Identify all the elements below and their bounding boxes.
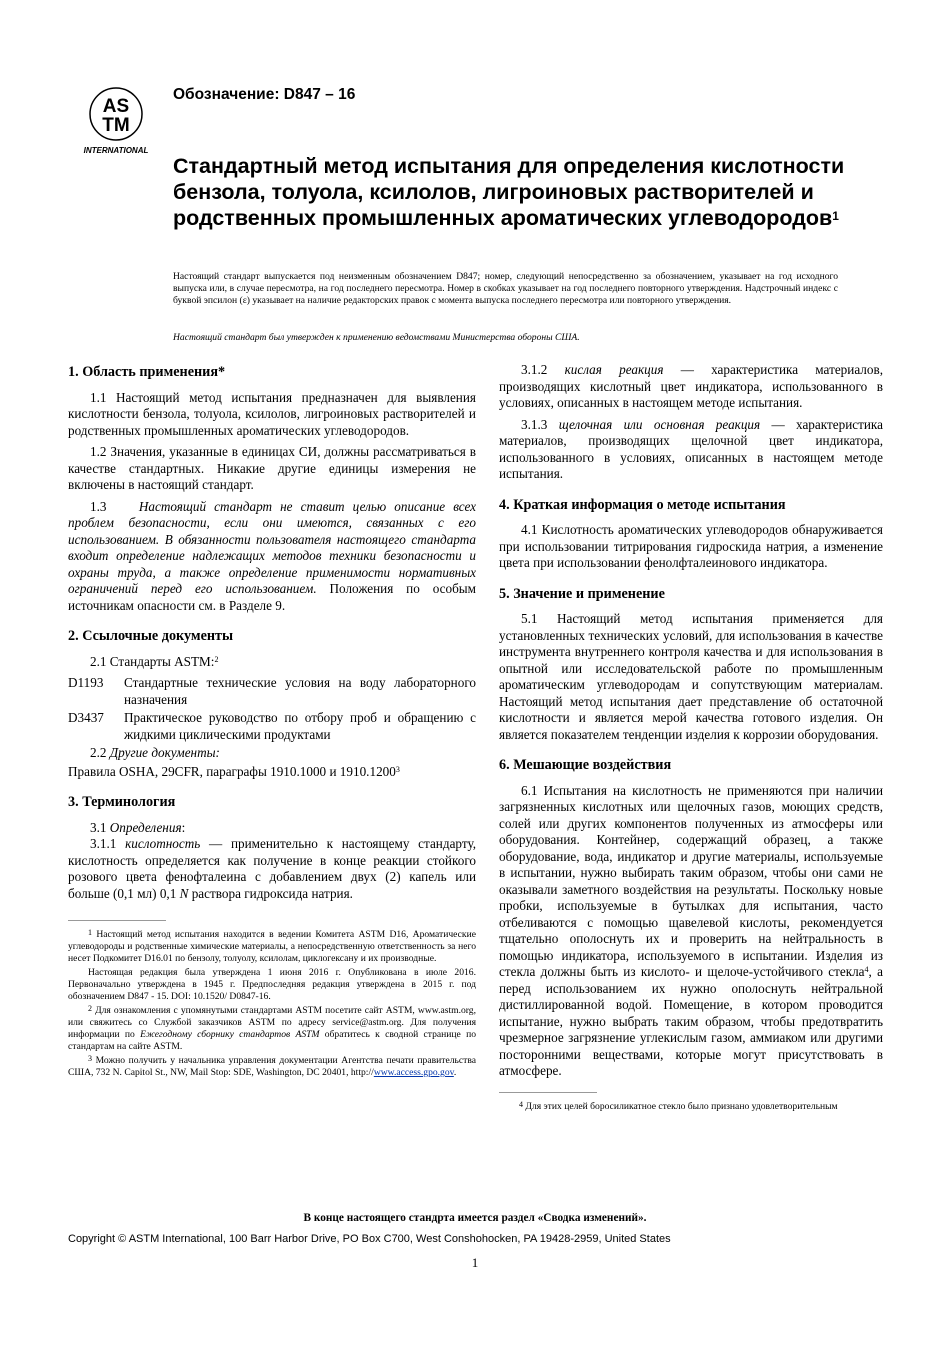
d3-text: — характеристика материалов, производящих щелочной цвет индикатора, использованного в условиях, описанных в настоящем методе испытания. <box>499 416 883 481</box>
footnote-2 <box>68 1005 476 1053</box>
para-2-2-num: 2.2 <box>90 745 107 760</box>
fn4-ref[interactable]: 4 <box>864 965 869 974</box>
d1-end: раствора гидроксида натрия. <box>191 885 353 901</box>
fn1-text: Настоящий метод испытания находится в ведении Комитета ASTM D16, Ароматические углеводороды и родственные химические материалы, а непосредственную ответственность за него несет Подкомитет D16.01 по бензолу, толуолу, ксилолам, циклогексану и их производные. <box>68 929 476 964</box>
fn2-num: 2 <box>88 1004 92 1013</box>
astm-logo-icon <box>74 84 158 158</box>
footnote-1b: Настоящая редакция была утверждена 1 июня 2016 г. Опубликована в июле 2016. Первоначально утверждена в 1945 г. Предпоследняя редакция утверждена в 2015 г. под обозначением D847 - 15. DOI: 10.1520/ D0847-16. <box>68 967 476 1002</box>
ref-d1193-code[interactable]: D1193 <box>68 675 104 690</box>
issuance-notice: Настоящий стандарт выпускается под неизменным обозначением D847; номер, следующий непосредственно за обозначением, указывает на год исходного выпуска или, в случае пересмотра, на год последнего пересмотра. Номер в скобках указывает на год последнего повторного утверждения. Надстрочный индекс с буквой эпсилон (ε) указывает на наличие редакторских правок с момента выпуска последнего пересмотра или повторного утверждения. <box>173 271 838 306</box>
section-1-heading: 1. Область применения* <box>68 364 226 380</box>
title-footnote-ref[interactable]: 1 <box>832 209 839 223</box>
section-6-heading: 6. Мешающие воздействия <box>499 757 672 773</box>
summary-of-changes-note: В конце настоящего стандрта имеется раздел «Сводка изменений». <box>303 1212 647 1224</box>
d2-term: кислая реакция <box>564 362 664 377</box>
footnote-rule-left <box>68 920 166 921</box>
para-6-1-a: 6.1 Испытания на кислотность не применяются при наличии загрязненных кислотных или щелочных газов, моющих средств, солей или других компонентов полученных из атмосферы или оборудования. Контейнер, содержащий образец, а также оборудование, вода, индикатор и другие материалы, используемые в испытании, нужно выбирать таким образом, чтобы они сами не оказывали заметного воздействия на результаты. Поскольку новые пробки, используемые в бутылках для испытания, часто отбеливаются с помощью щавелевой кислоты, рекомендуется тщательно ополоснуть их и проверить на нейтральность в помощью индикатора, используемого в испытании. Изделия из стекла должны быть из кислото- и щелоче-устойчивого стекла <box>499 782 883 979</box>
fn2-text-b: обратитесь к сводной странице по стандартам на сайте ASTM. <box>68 1029 477 1052</box>
d3-term: щелочная или основная реакция <box>558 416 761 432</box>
para-2-2-italic: Другие документы: <box>109 745 220 760</box>
para-2-1 <box>68 654 476 671</box>
left-column <box>68 364 476 1081</box>
para-2-2 <box>68 745 476 762</box>
para-3-1-2 <box>499 362 883 412</box>
para-5-1: 5.1 Настоящий метод испытания применяется для установленных технических условий, для использования в качестве инструмента внутреннего контроля качества и для использования в опытной или исследовательской работе по промышленным ароматическим углеводородам и сопутствующим материалам. Настоящий метод испытания дает представление об остаточной кислотности и является мерой качества готового изделия. Он является показателем тенденции изделия к коррозии оборудования. <box>499 611 883 742</box>
d1-num: 3.1.1 <box>90 836 117 851</box>
d1-text: — применительно к настоящему стандарту, кислотность определяется как получение в конце реакции стойкого розового цвета фенофталеина с добавлением двух (2) капель или больше (0,1 мл) 0,1 <box>68 836 477 901</box>
fn2-ref[interactable]: 2 <box>214 654 219 664</box>
footnote-4 <box>499 1101 883 1113</box>
d1-term: кислотность <box>125 836 201 851</box>
astm-logo <box>74 84 158 158</box>
para-1-3-num: 1.3 <box>90 498 107 514</box>
ref-d3437-code[interactable]: D3437 <box>68 710 104 725</box>
para-6-1-b: , а перед использованием их нужно ополоснуть нейтральной дистиллированной водой. Помещение, в котором проводится испытание, нужно выбрать таким образом, чтобы предотвратить чрезмерное загрязнение углекислым газом, аммиаком или другими посторонними веществами, которые могут присутствовать в атмосфере. <box>499 964 883 1078</box>
fn3-end: . <box>453 1067 457 1078</box>
osha-text: Правила OSHA, 29CFR, параграфы 1910.1000 и 1910.1200 <box>68 763 396 779</box>
para-2-1-text: 2.1 Стандарты ASTM: <box>90 653 215 669</box>
footnote-3 <box>68 1055 476 1079</box>
ref-d3437-text: Практическое руководство по отбору проб и обращению с жидкими циклическими продуктами <box>124 710 476 742</box>
svg-text:AS: AS <box>102 96 130 117</box>
gpo-link[interactable]: www.access.gpo.gov <box>373 1067 454 1078</box>
para-3-1-1 <box>68 836 476 902</box>
section-5-heading: 5. Значение и применение <box>499 585 665 602</box>
para-1-3-rest: Положения по особым источникам опасности см. в Разделе 9. <box>68 581 476 613</box>
svg-text:TM: TM <box>102 115 130 136</box>
d2-text: — характеристика материалов, производящих кислотный цвет индикатора, использованного в условиях, описанных в настоящем методе испытания. <box>499 362 883 410</box>
section-4-heading: 4. Краткая информация о методе испытания <box>499 496 786 513</box>
ref-d3437 <box>68 710 476 743</box>
d1-n: N <box>179 885 189 901</box>
fn4-text: Для этих целей боросиликатное стекло было признано удовлетворительным <box>525 1100 838 1112</box>
footnote-rule-right <box>499 1092 597 1093</box>
d2-num: 3.1.2 <box>521 362 548 377</box>
footnote-1 <box>68 929 476 965</box>
section-3-heading: 3. Терминология <box>68 794 176 810</box>
title-text: Стандартный метод испытания для определения кислотности бензола, толуола, ксилолов, лигроиновых растворителей и родственных промышленных ароматических углеводородов <box>173 154 845 230</box>
para-4-1: 4.1 Кислотность ароматических углеводородов обнаруживается при использовании титрирования гидроскида натрия, а изменение цвета при использовании фенолфталеинового индикатора. <box>499 522 883 570</box>
para-1-3-safety: Настоящий стандарт не ставит целью описание всех проблем безопасности, если они имеются, связанных с его использованием. В обязанности пользователя настоящего стандарта входит определение надлежащих методов техники безопасности и охраны труда, а также определение применимости нормативных ограничений перед его использованием. <box>68 498 476 596</box>
fn3-ref[interactable]: 3 <box>395 764 400 774</box>
fn4-num: 4 <box>519 1099 523 1109</box>
right-column <box>499 362 883 1115</box>
ref-d1193-text: Стандартные технические условия на воду лабораторного назначения <box>124 675 476 707</box>
para-1-1: 1.1 Настоящий метод испытания предназначен для выявления кислотности бензола, толуола, ксилолов, лигроиновых растворителей и родственных промышленных ароматических углеводородов. <box>68 389 476 438</box>
approval-note: Настоящий стандарт был утвержден к применению ведомствами Министерства обороны США. <box>173 332 580 343</box>
para-1-2: 1.2 Значения, указанные в единицах СИ, должны рассматриваться в качестве стандартных. Никакие другие единицы измерения не включены в настоящий стандарт. <box>68 444 476 492</box>
para-1-3 <box>68 499 476 615</box>
designation: Обозначение: D847 – 16 <box>173 86 356 103</box>
para-3-1-num: 3.1 <box>90 819 107 835</box>
fn2-italic: Ежегодному сборнику стандартов ASTM <box>140 1029 320 1040</box>
page-number: 1 <box>471 1255 479 1270</box>
para-3-1-3 <box>499 417 883 483</box>
fn3-text: Можно получить у начальника управления документации Агентства печати правительства США, 732 N. Capitol St., NW, Mail Stop: SDE, Washington, DC 20401, http:// <box>68 1055 476 1078</box>
para-3-1-colon: : <box>181 819 186 835</box>
page-title <box>173 153 873 231</box>
fn1-num: 1 <box>88 928 92 937</box>
para-3-1-italic: Определения <box>109 819 182 835</box>
d3-num: 3.1.3 <box>521 416 548 432</box>
section-2-heading: 2. Ссылочные документы <box>68 628 234 644</box>
para-3-1 <box>68 820 476 837</box>
fn2-text-a: Для ознакомления с упомянутыми стандартами ASTM посетите сайт ASTM, www.astm.org, или свяжитесь со Службой заказчиков ASTM по адресу service@astm.org. Для получения информации по <box>68 1005 476 1040</box>
ref-d1193 <box>68 675 476 708</box>
fn3-num: 3 <box>88 1054 92 1063</box>
para-6-1 <box>499 783 883 1080</box>
svg-text:INTERNATIONAL: INTERNATIONAL <box>83 146 149 155</box>
osha-ref <box>68 764 476 781</box>
copyright: Copyright © ASTM International, 100 Barr Harbor Drive, PO Box C700, West Conshohocken, PA 19428-2959, United States <box>68 1233 671 1245</box>
